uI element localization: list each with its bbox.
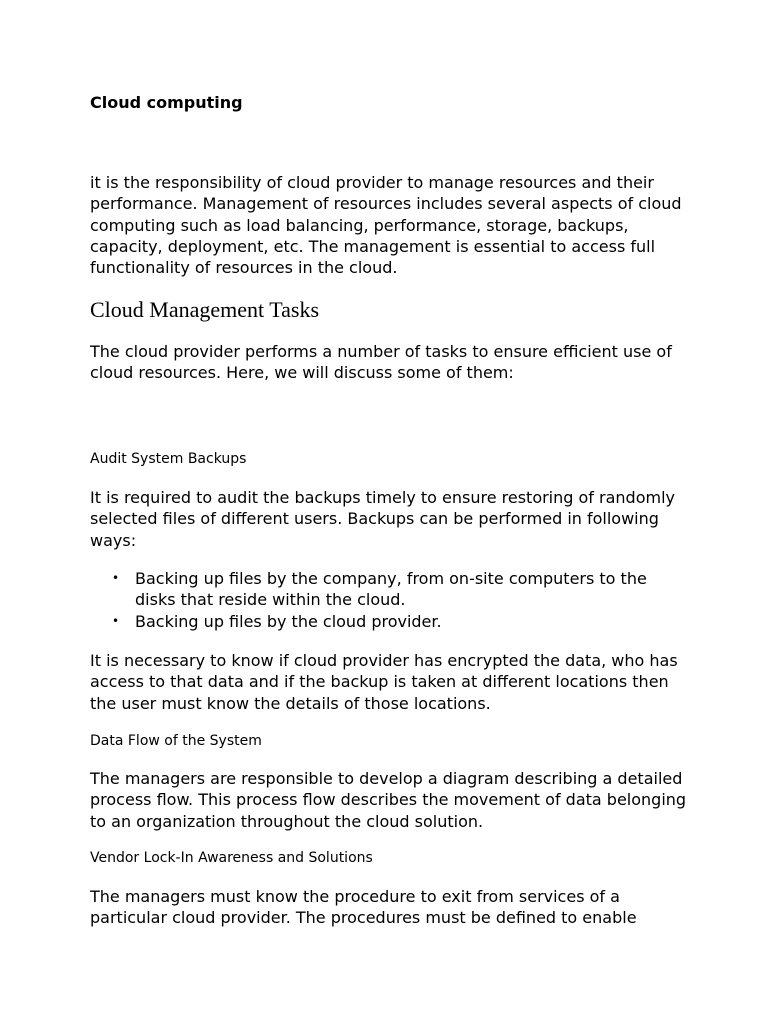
list-item-text: Backing up files by the cloud provider.	[135, 611, 442, 631]
encryption-paragraph: It is necessary to know if cloud provider has encrypted the data, who has access to that data and if the backup is taken at different locations then the user must know the details of those locations.	[90, 651, 678, 713]
bullet-icon: •	[112, 613, 120, 628]
subsection-heading-audit: Audit System Backups	[90, 451, 247, 467]
subsection-heading-data-flow: Data Flow of the System	[90, 733, 262, 749]
bullet-icon: •	[112, 571, 120, 585]
subsection-heading-vendor-lock-in: Vendor Lock-In Awareness and Solutions	[90, 850, 373, 866]
document-title: Cloud computing	[90, 93, 243, 112]
audit-paragraph: It is required to audit the backups timely to ensure restoring of randomly selected files of different users. Backups can be performed in following ways:	[90, 488, 675, 550]
vendor-lock-in-paragraph: The managers must know the procedure to exit from services of a particular cloud provider. The procedures must be defined to enable	[90, 887, 637, 928]
backup-methods-list	[90, 568, 690, 632]
intro-paragraph: it is the responsibility of cloud provider to manage resources and their performance. Management of resources includes several aspects of cloud computing such as load balancing, performance, storage, backups, capacity, deployment, etc. The management is essential to access full functionality of resources in the cloud.	[90, 173, 682, 278]
list-item	[90, 611, 690, 632]
data-flow-paragraph: The managers are responsible to develop a diagram describing a detailed process flow. This process flow describes the movement of data belonging to an organization throughout the cloud solution.	[90, 769, 687, 831]
section-heading: Cloud Management Tasks	[90, 297, 320, 322]
list-item	[90, 568, 690, 611]
list-item-text: Backing up files by the company, from on-site computers to the disks that reside within the cloud.	[135, 569, 647, 610]
section-intro-paragraph: The cloud provider performs a number of tasks to ensure efficient use of cloud resources. Here, we will discuss some of them:	[90, 342, 672, 383]
